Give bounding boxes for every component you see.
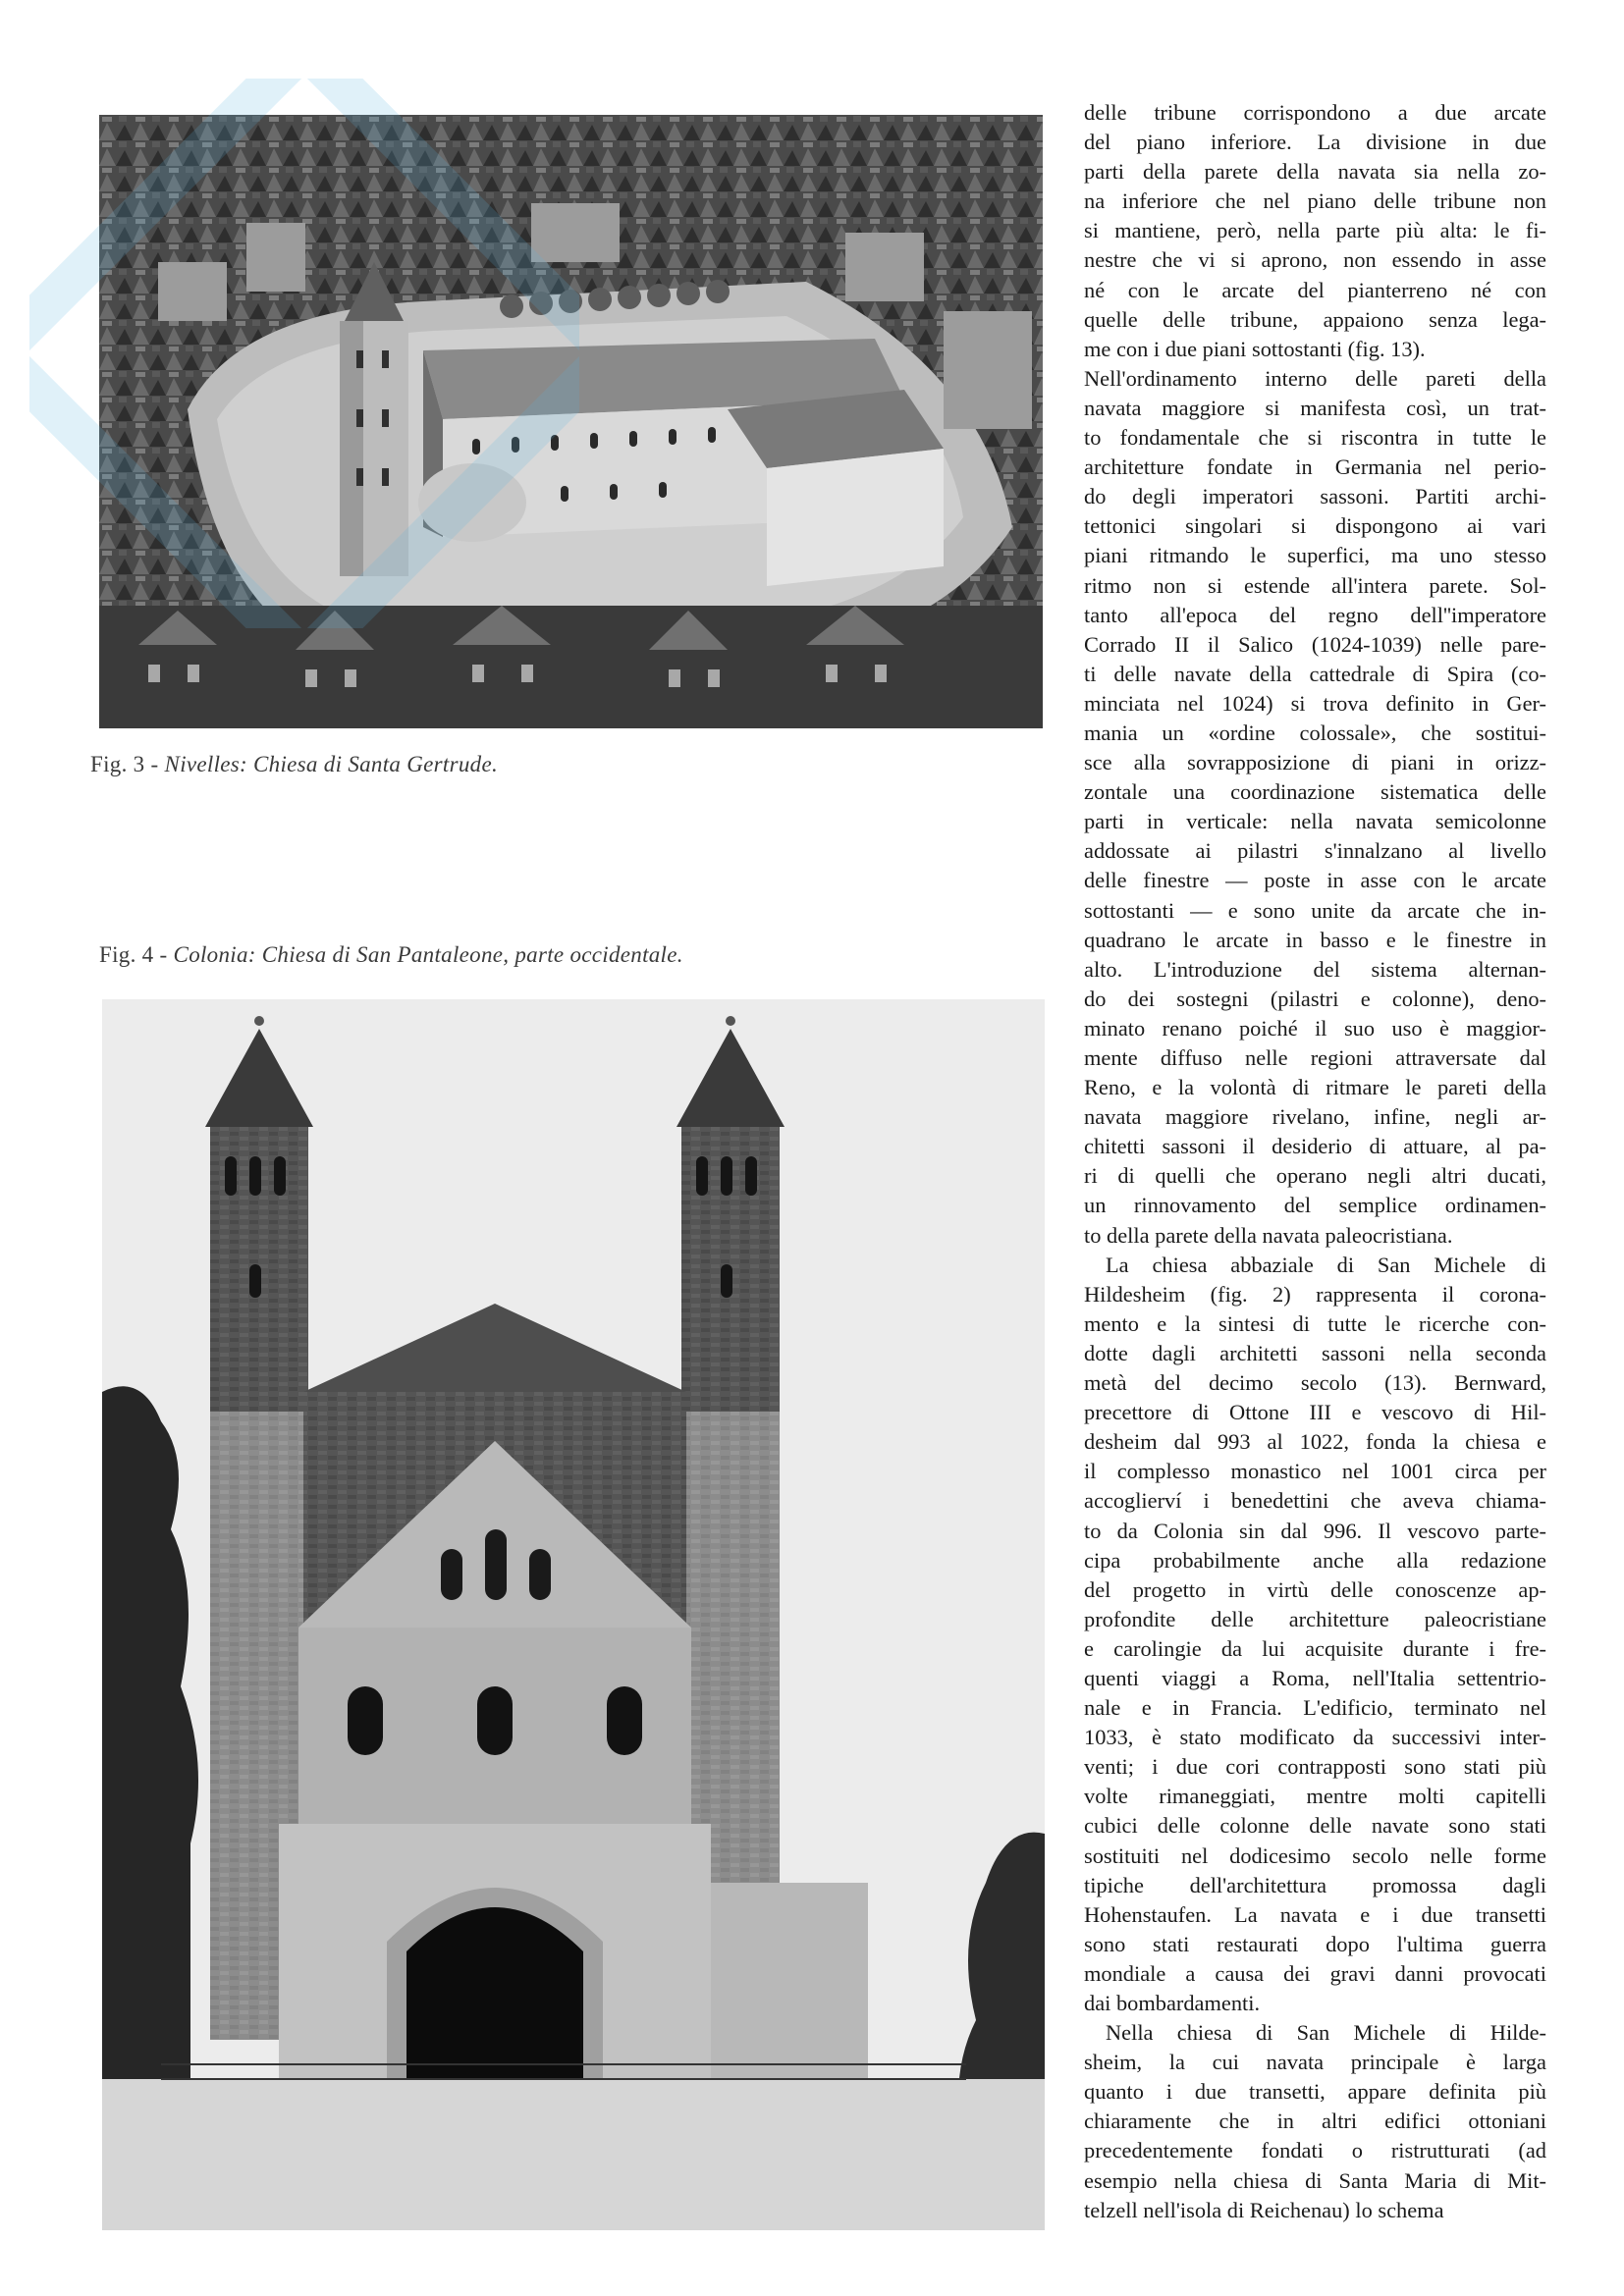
text-line: chitetti sassoni il desiderio di attuare, al pa- [1084, 1134, 1546, 1159]
text-line: Hohenstaufen. La navata e i due transetti [1084, 1901, 1546, 1927]
text-line: parti della parete della navata sia nella zo- [1084, 159, 1546, 185]
text-line: delle tribune corrispondono a due arcate [1084, 100, 1546, 125]
text-line: chiaramente che in altri edifici ottoniani [1084, 2109, 1546, 2134]
figure-4-caption [99, 942, 683, 968]
text-line: to fondamentale che si riscontra in tutte le [1084, 425, 1546, 451]
text-line: nale e in Francia. L'edificio, terminato nel [1084, 1695, 1546, 1721]
text-line: mento e la sintesi di tutte le ricerche con- [1084, 1310, 1546, 1336]
text-line: Reno, e la volontà di ritmare le pareti della [1084, 1075, 1546, 1100]
text-line: quelle delle tribune, appaiono senza lega- [1084, 306, 1546, 332]
text-line: né con le arcate del pianterreno né con [1084, 277, 1546, 302]
text-line: sostituiti nel dodicesimo secolo nelle forme [1084, 1842, 1546, 1868]
text-line: mente diffuso nelle regioni attraversate dal [1084, 1045, 1546, 1070]
text-line: do dei sostegni (pilastri e colonne), deno- [1084, 986, 1546, 1011]
text-line: mondiale a causa dei gravi danni provocati [1084, 1960, 1546, 1986]
text-line: alto. L'introduzione del sistema alternan- [1084, 956, 1546, 982]
text-line: sottostanti — e sono unite da arcate che in- [1084, 897, 1546, 923]
text-line: 1033, è stato modificato da successivi inter- [1084, 1725, 1546, 1750]
text-line: profondite delle architetture paleocristiane [1084, 1606, 1546, 1631]
text-line: nestre che vi si aprono, non essendo in asse [1084, 247, 1546, 273]
text-line: accoglierví i benedettini che aveva chiama- [1084, 1488, 1546, 1514]
text-line: cipa probabilmente anche alla redazione [1084, 1547, 1546, 1573]
text-line: quanto i due transetti, appare definita più [1084, 2079, 1546, 2105]
text-line: Nella chiesa di San Michele di Hilde- [1106, 2020, 1546, 2046]
text-line: tettonici singolari si dispongono ai vari [1084, 513, 1546, 539]
text-line: precettore di Ottone III e vescovo di Hil- [1084, 1400, 1546, 1425]
text-line: tanto all'epoca del regno dell''imperatore [1084, 602, 1546, 627]
text-line: La chiesa abbaziale di San Michele di [1106, 1252, 1546, 1277]
text-line: navata maggiore si manifesta così, un trat- [1084, 395, 1546, 420]
text-line: un rinnovamento del semplice ordinamen- [1084, 1193, 1546, 1218]
text-line: to da Colonia sin dal 996. Il vescovo parte- [1084, 1518, 1546, 1543]
text-line: piani ritmando le superfici, ma uno stesso [1084, 543, 1546, 568]
figure-3-caption [90, 752, 498, 777]
text-line: na inferiore che nel piano delle tribune non [1084, 188, 1546, 214]
text-line: Corrado II il Salico (1024-1039) nelle pare- [1084, 631, 1546, 657]
aerial-church-illustration [99, 115, 1043, 728]
text-line: zontale una coordinazione sistematica delle [1084, 779, 1546, 805]
text-line: quadrano le arcate in basso e le finestre in [1084, 927, 1546, 952]
text-line: ti delle navate della cattedrale di Spira (co- [1084, 661, 1546, 686]
text-line: venti; i due cori contrapposti sono stati più [1084, 1754, 1546, 1780]
text-line: dotte dagli architetti sassoni nella seconda [1084, 1340, 1546, 1365]
text-line: sono stati restaurati dopo l'ultima guerra [1084, 1931, 1546, 1956]
text-line: volte rimaneggiati, mentre molti capitelli [1084, 1784, 1546, 1809]
text-line: sheim, la cui navata principale è larga [1084, 2050, 1546, 2075]
text-line: architetture fondate in Germania nel perio- [1084, 454, 1546, 480]
text-line: quenti viaggi a Roma, nell'Italia settentrio- [1084, 1665, 1546, 1690]
text-line: precedentemente fondati o ristrutturati (ad [1084, 2138, 1546, 2163]
text-line: telzell nell'isola di Reichenau) lo schema [1084, 2197, 1444, 2222]
text-line: dai bombardamenti. [1084, 1991, 1261, 2015]
text-line: addossate ai pilastri s'innalzano al livello [1084, 838, 1546, 864]
figure-3-aerial-photo [99, 115, 1043, 728]
text-line: minato renano poiché il suo uso è maggior- [1084, 1015, 1546, 1041]
body-text-column [1084, 98, 1546, 2225]
text-line: Nell'ordinamento interno delle pareti della [1084, 365, 1546, 391]
text-line: minciata nel 1024) si trova definito in Ger- [1084, 690, 1546, 716]
text-line: ri di quelli che operano negli altri ducati, [1084, 1163, 1546, 1189]
text-line: parti in verticale: nella navata semicolonne [1084, 809, 1546, 834]
text-line: delle finestre — poste in asse con le arcate [1084, 868, 1546, 893]
text-line: ritmo non si estende all'intera parete. Sol- [1084, 572, 1546, 598]
text-line: do degli imperatori sassoni. Partiti archi- [1084, 484, 1546, 509]
text-line: me con i due piani sottostanti (fig. 13). [1084, 336, 1426, 361]
text-line: to della parete della navata paleocristiana. [1084, 1222, 1453, 1248]
text-line: mania un «ordine colossale», che sostitui- [1084, 720, 1546, 745]
text-line: sce alla sovrapposizione di piani in orizz- [1084, 750, 1546, 775]
text-line: desheim dal 993 al 1022, fonda la chiesa e [1084, 1429, 1546, 1455]
text-line: e carolingie da lui acquisite durante i fre- [1084, 1635, 1546, 1661]
text-line: del progetto in virtù delle conoscenze ap- [1084, 1576, 1546, 1602]
figure-4-caption-label: Fig. 4 - [99, 942, 174, 967]
church-facade-illustration [102, 999, 1045, 2230]
text-line: il complesso monastico nel 1001 circa per [1084, 1459, 1546, 1484]
text-line: Hildesheim (fig. 2) rappresenta il corona- [1084, 1281, 1546, 1307]
figure-4-church-photo [102, 999, 1045, 2230]
text-line: cubici delle colonne delle navate sono stati [1084, 1813, 1546, 1839]
text-line: navata maggiore rivelano, infine, negli ar- [1084, 1104, 1546, 1130]
text-line: metà del decimo secolo (13). Bernward, [1084, 1370, 1546, 1396]
text-line: tipiche dell'architettura promossa dagli [1084, 1872, 1546, 1897]
figure-3-caption-title: Nivelles: Chiesa di Santa Gertrude. [164, 752, 499, 776]
text-line: del piano inferiore. La divisione in due [1084, 130, 1546, 155]
figure-3-caption-label: Fig. 3 - [90, 752, 165, 776]
text-line: esempio nella chiesa di Santa Maria di Mit- [1084, 2167, 1546, 2193]
figure-4-caption-title: Colonia: Chiesa di San Pantaleone, parte occidentale. [173, 942, 683, 967]
text-line: si mantiene, però, nella parte più alta: le fi- [1084, 218, 1546, 243]
